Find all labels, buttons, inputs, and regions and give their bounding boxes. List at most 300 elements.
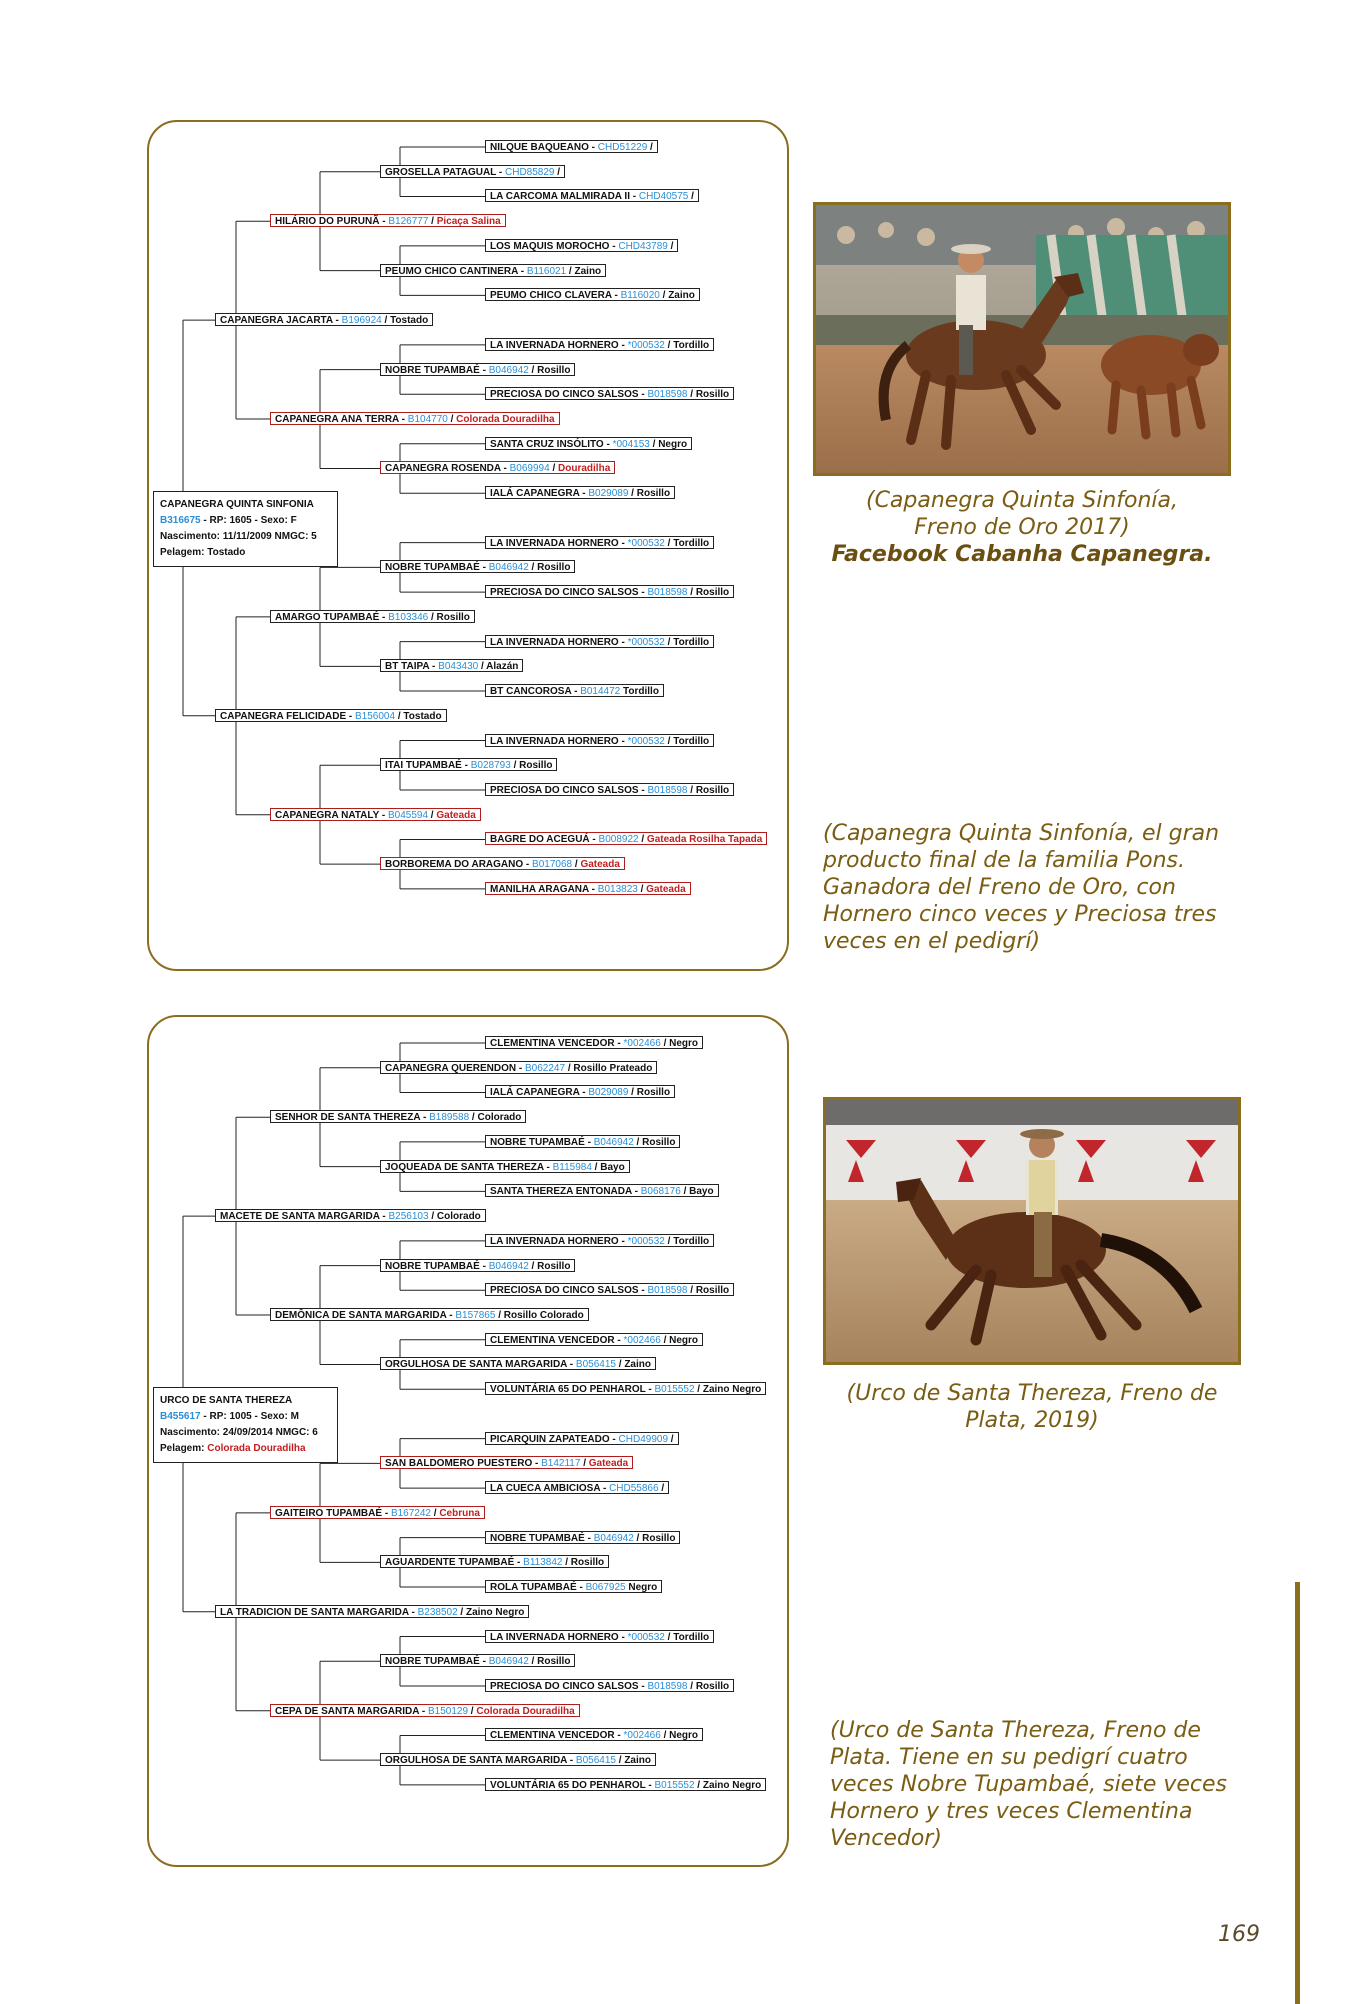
node-separator: - <box>631 1186 641 1198</box>
node-separator: / <box>687 389 696 401</box>
node-separator: - <box>420 1112 430 1124</box>
node-coat: Rosillo <box>537 364 571 376</box>
note-line: (Urco de Santa Thereza, Freno de <box>830 1718 1201 1743</box>
node-separator: / <box>469 1112 478 1124</box>
node-separator: / <box>457 1606 466 1618</box>
node-separator: / <box>664 537 674 549</box>
node-registry-code: B113842 <box>523 1557 563 1569</box>
pedigree-node <box>215 1209 486 1222</box>
root-coat-label: Pelagem: <box>160 546 208 558</box>
node-registry-code: B046942 <box>593 1136 634 1148</box>
node-name: CAPANEGRA FELICIDADE <box>220 710 347 722</box>
node-separator: - <box>429 661 439 673</box>
node-separator: / <box>468 1705 477 1717</box>
node-name: VOLUNTÁRIA 65 DO PENHAROL <box>490 1384 646 1396</box>
node-registry-code: *002466 <box>623 1038 661 1049</box>
node-coat: Rosillo <box>695 1680 730 1692</box>
node-separator: / <box>447 414 457 426</box>
node-registry-code: B256103 <box>388 1211 429 1223</box>
node-registry-code: B008922 <box>598 834 639 846</box>
node-registry-code: B196924 <box>341 315 382 327</box>
pedigree-node <box>380 1456 633 1469</box>
pedigree-node <box>380 1259 575 1272</box>
node-coat: Rosillo <box>642 1136 676 1148</box>
node-registry-code: *002466 <box>623 1730 661 1742</box>
node-coat: Gateada <box>436 809 476 821</box>
root-id-line <box>160 1409 331 1425</box>
node-separator: - <box>346 710 356 722</box>
node-separator: - <box>600 1483 610 1495</box>
node-separator: - <box>638 389 648 401</box>
node-separator: / <box>658 1483 665 1495</box>
pedigree-node <box>485 1630 714 1643</box>
node-coat: Zaino Negro <box>702 1779 762 1791</box>
node-name: CAPANEGRA QUERENDON <box>385 1062 517 1074</box>
node-coat: Tordillo <box>673 636 710 648</box>
node-separator: - <box>479 1656 489 1668</box>
pedigree-node <box>380 1753 656 1766</box>
pedigree-node <box>380 1061 657 1074</box>
node-registry-code: B046942 <box>488 562 529 574</box>
caption-line: (Urco de Santa Thereza, Freno de <box>846 1381 1218 1406</box>
node-separator: - <box>603 438 613 450</box>
node-separator: - <box>638 784 648 796</box>
node-name: PEUMO CHICO CANTINERA <box>385 265 518 277</box>
node-name: JOQUEADA DE SANTA THEREZA <box>385 1161 544 1173</box>
node-name: BT TAIPA <box>385 661 430 673</box>
node-registry-code: B014472 <box>580 686 621 698</box>
node-separator: - <box>618 636 628 648</box>
pedigree-node <box>485 1481 669 1494</box>
node-coat: Gateada <box>646 883 686 895</box>
node-separator: / <box>687 784 696 796</box>
node-registry-code: *000532 <box>627 339 665 351</box>
node-registry-code: B056415 <box>575 1755 616 1767</box>
node-name: LA INVERNADA HORNERO <box>490 1631 619 1643</box>
node-registry-code: B018598 <box>647 1680 688 1692</box>
node-separator: / <box>660 1334 670 1346</box>
photo-2-caption <box>822 1380 1242 1434</box>
horse-sliding-photo <box>823 1097 1241 1365</box>
node-separator: - <box>479 562 489 574</box>
node-coat: Zaino <box>668 290 695 302</box>
root-coat: Colorada Douradilha <box>207 1442 306 1454</box>
node-separator: - <box>516 1062 526 1074</box>
node-separator: / <box>565 1062 574 1074</box>
node-separator: / <box>647 142 653 153</box>
node-coat: Picaça Salina <box>436 216 501 228</box>
node-registry-code: B018598 <box>647 587 688 599</box>
node-name: LA INVERNADA HORNERO <box>490 636 619 648</box>
node-name: ROLA TUPAMBAÉ <box>490 1582 577 1594</box>
node-separator: / <box>580 1458 589 1470</box>
node-separator: / <box>615 1755 625 1767</box>
node-name: AGUARDENTE TUPAMBAÉ <box>385 1557 515 1569</box>
node-separator: / <box>687 1680 696 1692</box>
node-registry-code: *002466 <box>623 1334 661 1346</box>
node-separator: / <box>566 265 575 277</box>
note-line: veces Nobre Tupambaé, siete veces <box>830 1772 1228 1797</box>
node-separator: - <box>514 1557 524 1569</box>
note-line: Plata. Tiene en su pedigrí cuatro <box>830 1745 1188 1770</box>
node-name: CAPANEGRA ANA TERRA <box>275 414 399 426</box>
node-separator: - <box>645 1779 655 1791</box>
node-registry-code: *000532 <box>627 1631 665 1643</box>
node-name: DEMÔNICA DE SANTA MARGARIDA <box>275 1310 447 1322</box>
node-coat: Bayo <box>600 1161 625 1173</box>
pedigree-node <box>485 1382 766 1395</box>
node-registry-code: B056415 <box>575 1359 616 1371</box>
node-name: GROSELLA PATAGUAL <box>385 166 497 178</box>
node-separator: - <box>618 735 628 747</box>
root-rp-sex: - RP: 1605 - Sexo: F <box>200 514 297 526</box>
node-name: PRECIOSA DO CINCO SALSOS <box>490 389 639 401</box>
node-separator: / <box>638 834 647 846</box>
node-separator: - <box>500 463 510 475</box>
node-registry-code: B069994 <box>509 463 550 475</box>
node-separator: - <box>588 142 598 153</box>
node-separator: / <box>554 166 561 178</box>
node-registry-code: CHD49909 <box>618 1433 669 1445</box>
pedigree-node <box>485 1778 766 1791</box>
node-name: VOLUNTÁRIA 65 DO PENHAROL <box>490 1779 646 1791</box>
pedigree-1-note <box>823 820 1263 955</box>
node-registry-code: B189588 <box>429 1112 470 1124</box>
node-coat: Negro <box>658 438 688 450</box>
node-coat: Rosillo <box>695 389 730 401</box>
node-separator: - <box>461 760 471 772</box>
node-separator: / <box>664 1235 674 1247</box>
node-separator: - <box>618 537 628 549</box>
node-coat: Rosillo <box>537 1260 571 1272</box>
node-separator: / <box>428 809 437 821</box>
node-separator: / <box>694 1384 703 1396</box>
node-coat: Tordillo <box>673 339 710 351</box>
node-separator: - <box>638 1680 648 1692</box>
node-separator: - <box>398 414 408 426</box>
node-separator: / <box>495 1310 504 1322</box>
node-coat: Negro <box>628 1582 658 1594</box>
node-name: PRECIOSA DO CINCO SALSOS <box>490 587 639 599</box>
node-separator: / <box>528 1260 538 1272</box>
caption-credit <box>822 541 1222 568</box>
node-name: SANTA THEREZA ENTONADA <box>490 1186 632 1198</box>
node-name: CAPANEGRA ROSENDA <box>385 463 501 475</box>
node-registry-code: B150129 <box>427 1705 469 1717</box>
node-registry-code: B067925 <box>585 1582 626 1594</box>
node-registry-code: B045594 <box>387 809 429 821</box>
node-coat: Alazán <box>486 661 519 673</box>
node-separator: / <box>395 710 404 722</box>
node-registry-code: B142117 <box>541 1458 581 1470</box>
node-coat: Bayo <box>689 1186 714 1198</box>
node-separator: - <box>382 1507 391 1519</box>
node-name: IALÁ CAPANEGRA <box>490 1087 580 1099</box>
node-registry-code: B015552 <box>654 1384 695 1396</box>
node-coat: Rosillo <box>537 1656 571 1668</box>
note-line: Hornero y tres veces Clementina <box>830 1799 1193 1824</box>
node-separator: - <box>638 1285 648 1297</box>
node-registry-code: B104770 <box>407 414 448 426</box>
node-separator: / <box>428 611 437 623</box>
pedigree-node <box>215 1605 529 1618</box>
node-registry-code: B156004 <box>355 710 396 722</box>
root-name: CAPANEGRA QUINTA SINFONIA <box>160 498 314 510</box>
node-separator: / <box>478 661 487 673</box>
node-separator: - <box>609 240 619 252</box>
node-coat: Tordillo <box>623 686 659 698</box>
node-coat: Tordillo <box>673 1631 710 1643</box>
root-rp-sex: - RP: 1005 - Sexo: M <box>200 1410 299 1422</box>
node-coat: Tordillo <box>673 735 710 747</box>
node-separator: / <box>649 438 659 450</box>
node-coat: Negro <box>669 1334 699 1346</box>
note-line: Hornero cinco veces y Preciosa tres <box>823 902 1217 927</box>
node-name: LA CUECA AMBICIOSA <box>490 1483 601 1495</box>
photo-1-caption <box>822 487 1222 568</box>
node-coat: Zaino <box>624 1755 651 1767</box>
node-coat: Rosillo <box>636 1087 671 1099</box>
node-name: CAPANEGRA JACARTA <box>220 315 333 327</box>
pedigree-root-box <box>153 1387 338 1463</box>
note-line: veces en el pedigrí) <box>823 929 1041 954</box>
node-registry-code: CHD55866 <box>609 1483 659 1495</box>
root-registry-code: B455617 <box>160 1410 201 1422</box>
node-separator: - <box>609 1433 619 1445</box>
node-separator: / <box>528 1656 538 1668</box>
node-separator: - <box>446 1310 456 1322</box>
node-separator: - <box>614 1038 624 1049</box>
pedigree-node <box>485 1531 680 1544</box>
node-separator: / <box>528 562 538 574</box>
node-separator: / <box>660 1038 670 1049</box>
node-coat: Gateada Rosilha Tapada <box>646 834 763 846</box>
node-separator: / <box>667 240 674 252</box>
node-coat: Rosillo <box>695 587 730 599</box>
node-coat: Colorada Douradilha <box>476 1705 575 1717</box>
node-separator: / <box>428 1211 437 1223</box>
node-separator: - <box>588 883 598 895</box>
node-name: PRECIOSA DO CINCO SALSOS <box>490 1285 639 1297</box>
node-coat: Zaino <box>574 265 602 277</box>
node-separator: / <box>628 488 637 500</box>
node-separator: - <box>532 1458 542 1470</box>
node-name: LA INVERNADA HORNERO <box>490 1235 619 1247</box>
node-name: NOBRE TUPAMBAÉ <box>490 1532 585 1544</box>
node-name: LA INVERNADA HORNERO <box>490 537 619 549</box>
node-name: CLEMENTINA VENCEDOR <box>490 1038 615 1049</box>
node-separator: / <box>633 1532 643 1544</box>
node-separator: - <box>611 290 621 302</box>
caption-credit-text: Facebook Cabanha Capanegra. <box>831 542 1213 567</box>
node-coat: Rosillo <box>537 562 571 574</box>
node-coat: Tostado <box>403 710 442 722</box>
node-name: AMARGO TUPAMBAÉ <box>275 611 380 623</box>
node-registry-code: B116021 <box>526 265 567 277</box>
node-coat: Colorado <box>477 1112 522 1124</box>
node-name: NOBRE TUPAMBAÉ <box>385 562 480 574</box>
node-separator: - <box>479 1260 489 1272</box>
root-coat-line <box>160 1441 331 1457</box>
node-name: PRECIOSA DO CINCO SALSOS <box>490 784 639 796</box>
node-name: BAGRE DO ACEGUÁ <box>490 834 590 846</box>
node-registry-code: B103346 <box>388 611 429 623</box>
node-separator: / <box>628 1087 637 1099</box>
root-coat-label: Pelagem: <box>160 1442 208 1454</box>
node-name: MANILHA ARAGANA <box>490 883 589 895</box>
pedigree-node <box>485 1580 662 1593</box>
node-name: CEPA DE SANTA MARGARIDA <box>275 1705 420 1717</box>
node-registry-code: CHD85829 <box>505 166 555 178</box>
node-name: LA INVERNADA HORNERO <box>490 339 619 351</box>
node-registry-code: B238502 <box>417 1606 458 1618</box>
note-line: Vencedor) <box>830 1826 942 1851</box>
node-separator: - <box>379 216 389 228</box>
node-coat: Rosillo <box>695 784 730 796</box>
node-separator: - <box>543 1161 553 1173</box>
node-registry-code: B167242 <box>390 1507 431 1519</box>
node-name: PRECIOSA DO CINCO SALSOS <box>490 1680 639 1692</box>
node-name: GAITEIRO TUPAMBAÉ <box>275 1507 383 1519</box>
node-coat: Rosillo <box>519 760 553 772</box>
node-registry-code: *000532 <box>627 1235 665 1247</box>
node-separator: - <box>408 1606 418 1618</box>
node-separator: - <box>571 686 581 698</box>
node-registry-code: CHD40575 <box>638 191 689 203</box>
node-separator: - <box>496 166 505 178</box>
node-name: LA INVERNADA HORNERO <box>490 735 619 747</box>
node-separator: - <box>638 587 648 599</box>
node-separator: - <box>589 834 599 846</box>
node-separator: / <box>688 191 694 203</box>
node-name: LA TRADICION DE SANTA MARGARIDA <box>220 1606 409 1618</box>
node-separator: - <box>584 1532 594 1544</box>
node-name: NOBRE TUPAMBAÉ <box>385 364 480 376</box>
pedigree-node <box>485 1432 679 1445</box>
node-separator: / <box>381 315 391 327</box>
node-name: SANTA CRUZ INSÓLITO <box>490 438 604 450</box>
node-separator: / <box>687 587 696 599</box>
pedigree-node <box>380 1160 630 1173</box>
root-coat: Tostado <box>207 546 246 558</box>
node-separator: - <box>645 1384 655 1396</box>
node-separator: - <box>379 1211 389 1223</box>
pedigree-node <box>485 1333 703 1346</box>
note-line: Ganadora del Freno de Oro, con <box>823 875 1176 900</box>
pedigree-node <box>380 1357 656 1370</box>
pedigree-node <box>485 1184 719 1197</box>
node-registry-code: B018598 <box>647 389 688 401</box>
node-separator: - <box>584 1136 594 1148</box>
node-registry-code: B015552 <box>654 1779 695 1791</box>
node-name: ORGULHOSA DE SANTA MARGARIDA <box>385 1359 568 1371</box>
node-separator: - <box>567 1359 576 1371</box>
node-registry-code: CHD43789 <box>618 240 668 252</box>
node-coat: Tordillo <box>673 1235 710 1247</box>
node-coat: Gateada <box>588 1458 629 1470</box>
node-coat: Zaino <box>624 1359 651 1371</box>
note-line: producto final de la familia Pons. <box>823 848 1185 873</box>
node-separator: - <box>523 859 533 871</box>
node-registry-code: B116020 <box>620 290 660 302</box>
node-coat: Rosillo Colorado <box>503 1310 584 1322</box>
node-separator: - <box>618 1631 628 1643</box>
root-birth: Nascimento: 11/11/2009 NMGC: 5 <box>160 530 317 542</box>
caption-line: Plata, 2019) <box>965 1408 1099 1433</box>
horse-cattle-illustration <box>816 205 1228 473</box>
node-name: SAN BALDOMERO PUESTERO <box>385 1458 533 1470</box>
node-coat: Colorado <box>436 1211 481 1223</box>
node-registry-code: *000532 <box>627 735 665 747</box>
node-registry-code: B115984 <box>552 1161 592 1173</box>
node-separator: / <box>430 1507 440 1519</box>
node-registry-code: *000532 <box>627 537 665 549</box>
node-name: NOBRE TUPAMBAÉ <box>385 1656 480 1668</box>
node-separator: - <box>419 1705 428 1717</box>
node-registry-code: B046942 <box>593 1532 634 1544</box>
node-separator: - <box>579 1087 589 1099</box>
node-registry-code: CHD51229 <box>597 142 648 153</box>
node-registry-code: B018598 <box>647 1285 688 1297</box>
node-separator: / <box>572 859 581 871</box>
node-name: LA CARCOMA MALMIRADA II <box>490 191 630 203</box>
node-separator: / <box>668 1433 674 1445</box>
node-registry-code: B157865 <box>455 1310 496 1322</box>
node-coat: Zaino Negro <box>702 1384 762 1396</box>
node-name: PEUMO CHICO CLAVERA <box>490 290 612 302</box>
node-coat: Rosillo <box>695 1285 730 1297</box>
pedigree-node <box>270 1308 589 1321</box>
node-separator: / <box>549 463 559 475</box>
node-coat: Tordillo <box>673 537 710 549</box>
pedigree-node <box>270 1110 526 1123</box>
node-coat: Colorada Douradilha <box>456 414 555 426</box>
node-coat: Rosillo <box>642 1532 676 1544</box>
node-name: CAPANEGRA NATALY <box>275 809 380 821</box>
node-separator: - <box>618 339 628 351</box>
node-coat: Rosillo <box>636 488 671 500</box>
node-name: ORGULHOSA DE SANTA MARGARIDA <box>385 1755 568 1767</box>
node-registry-code: B018598 <box>647 784 688 796</box>
node-registry-code: *004153 <box>612 438 650 450</box>
node-separator: / <box>660 1730 670 1742</box>
node-separator: / <box>687 1285 696 1297</box>
caption-line: Freno de Oro 2017) <box>914 515 1130 540</box>
node-separator: - <box>618 1235 628 1247</box>
page-number: 169 <box>1218 1922 1260 1947</box>
node-registry-code: B068176 <box>640 1186 681 1198</box>
node-separator: - <box>479 364 489 376</box>
pedigree-node <box>270 1506 485 1519</box>
note-line: (Capanegra Quinta Sinfonía, el gran <box>823 821 1220 846</box>
node-registry-code: B046942 <box>488 1260 529 1272</box>
pedigree-node <box>270 1704 580 1717</box>
node-registry-code: B046942 <box>488 1656 529 1668</box>
node-separator: - <box>379 809 388 821</box>
node-name: IALÁ CAPANEGRA <box>490 488 580 500</box>
node-name: BT CANCOROSA <box>490 686 572 698</box>
node-separator: - <box>579 488 589 500</box>
node-name: SENHOR DE SANTA THEREZA <box>275 1112 421 1124</box>
node-coat: Tostado <box>390 315 429 327</box>
node-coat: Rosillo <box>570 1557 605 1569</box>
node-registry-code: B029089 <box>588 1087 629 1099</box>
pedigree-node <box>485 1234 714 1247</box>
pedigree-node <box>485 1679 734 1692</box>
node-name: HILÁRIO DO PURUNÃ <box>275 216 380 228</box>
node-separator: - <box>614 1730 624 1742</box>
node-name: MACETE DE SANTA MARGARIDA <box>220 1211 380 1223</box>
